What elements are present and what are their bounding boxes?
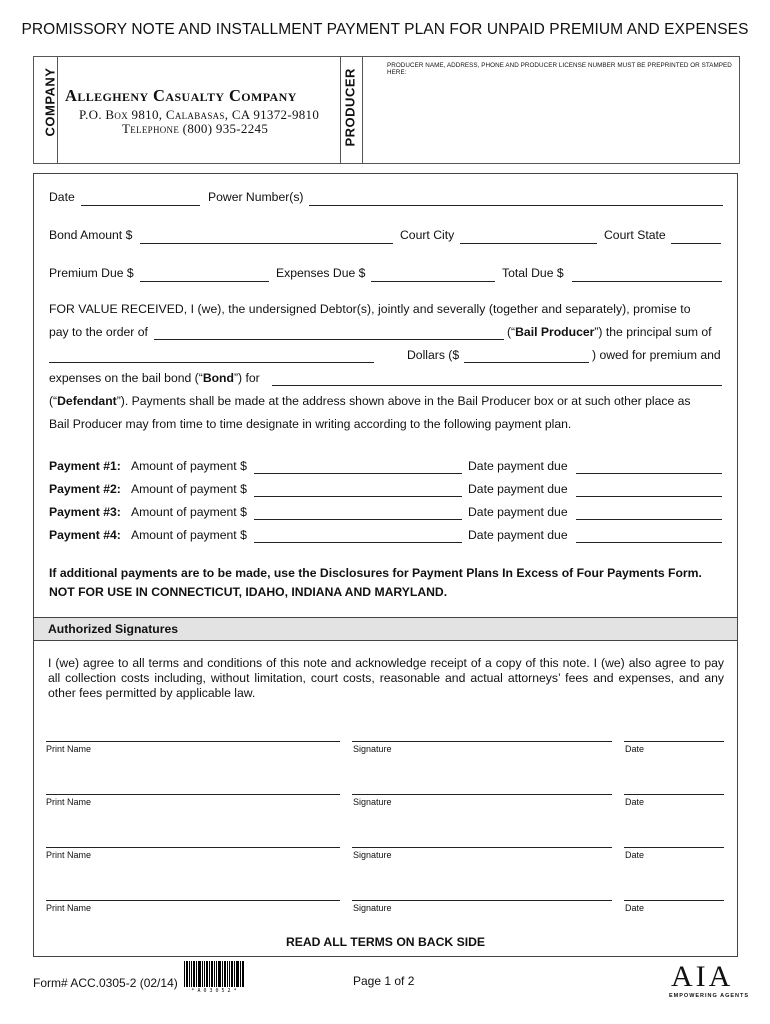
- company-label: COMPANY: [42, 67, 58, 137]
- header-box: [33, 56, 740, 164]
- print-name-label: Print Name: [46, 744, 92, 754]
- page-number: Page 1 of 2: [353, 974, 415, 988]
- court-city-label: Court City: [400, 228, 455, 242]
- premium-due-field[interactable]: [140, 281, 269, 282]
- notice-line-2: NOT FOR USE IN CONNECTICUT, IDAHO, INDIANA AND MARYLAND.: [49, 585, 448, 599]
- company-name: Allegheny Casualty Company: [65, 86, 297, 105]
- barcode: [184, 961, 244, 995]
- date-signed-label: Date: [625, 850, 645, 860]
- signature-label: Signature: [353, 744, 392, 754]
- payment-amount-label: Amount of payment $: [131, 459, 247, 473]
- bond-amount-label: Bond Amount $: [49, 228, 133, 242]
- signature-field[interactable]: [352, 900, 612, 901]
- print-name-field[interactable]: [46, 794, 340, 795]
- body-line-6: Bail Producer may from time to time designate in writing according to the following payment plan.: [49, 417, 572, 431]
- print-name-field[interactable]: [46, 847, 340, 848]
- court-city-field[interactable]: [460, 243, 597, 244]
- read-terms-notice: READ ALL TERMS ON BACK SIDE: [285, 935, 486, 949]
- date-signed-label: Date: [625, 903, 645, 913]
- date-signed-label: Date: [625, 744, 645, 754]
- date-signed-field[interactable]: [624, 847, 724, 848]
- payment-amount-field[interactable]: [254, 542, 462, 543]
- dollars-field[interactable]: [464, 362, 589, 363]
- total-due-label: Total Due $: [502, 266, 564, 280]
- total-due-field[interactable]: [572, 281, 722, 282]
- payment-label: Payment #1:: [49, 459, 121, 473]
- date-signed-field[interactable]: [624, 794, 724, 795]
- signatures-heading-bar: [34, 617, 737, 641]
- barcode-bars: [184, 961, 244, 987]
- payment-due-label: Date payment due: [468, 459, 568, 473]
- aia-logo: AIA: [671, 960, 734, 993]
- aia-tagline: EMPOWERING AGENTS: [669, 993, 750, 999]
- body-line-1: FOR VALUE RECEIVED, I (we), the undersigned Debtor(s), jointly and severally (together and separately), promise to: [49, 302, 691, 316]
- date-signed-field[interactable]: [624, 900, 724, 901]
- defendant-field[interactable]: [272, 385, 722, 386]
- payment-amount-label: Amount of payment $: [131, 505, 247, 519]
- print-name-label: Print Name: [46, 903, 92, 913]
- producer-stamp-area[interactable]: [369, 73, 734, 159]
- agreement-text: I (we) agree to all terms and conditions of this note and acknowledge receipt of a copy of this note. I (we) also agree to pay all collection costs including, without limitation, court costs, reasonable and actual attorneys’ fees and expenses, and any other fees permitted by applicable law.: [48, 656, 724, 700]
- date-signed-label: Date: [625, 797, 645, 807]
- payment-amount-label: Amount of payment $: [131, 528, 247, 542]
- defendant-text: (“Defendant”). Payments shall be made at the address shown above in the Bail Producer box or at such other place as: [49, 394, 691, 408]
- date-label: Date: [49, 190, 75, 204]
- print-name-field[interactable]: [46, 741, 340, 742]
- payment-amount-field[interactable]: [254, 496, 462, 497]
- signature-label: Signature: [353, 850, 392, 860]
- print-name-field[interactable]: [46, 900, 340, 901]
- producer-label: PRODUCER: [342, 68, 358, 147]
- bail-producer-text: (“Bail Producer”) the principal sum of: [507, 325, 712, 339]
- form-number: Form# ACC.0305-2 (02/14): [33, 976, 178, 990]
- expenses-due-field[interactable]: [371, 281, 495, 282]
- pay-order-field[interactable]: [154, 339, 504, 340]
- expenses-due-label: Expenses Due $: [276, 266, 366, 280]
- payment-amount-label: Amount of payment $: [131, 482, 247, 496]
- date-field[interactable]: [81, 205, 200, 206]
- power-number-field[interactable]: [309, 205, 723, 206]
- print-name-label: Print Name: [46, 850, 92, 860]
- court-state-label: Court State: [604, 228, 666, 242]
- signatures-heading: Authorized Signatures: [48, 622, 179, 636]
- pay-order-label: pay to the order of: [49, 325, 148, 339]
- payment-label: Payment #4:: [49, 528, 121, 542]
- signature-field[interactable]: [352, 741, 612, 742]
- premium-due-label: Premium Due $: [49, 266, 134, 280]
- company-address: P.O. Box 9810, Calabasas, CA 91372-9810: [79, 107, 320, 122]
- form-title: PROMISSORY NOTE AND INSTALLMENT PAYMENT PLAN FOR UNPAID PREMIUM AND EXPENSES: [21, 21, 749, 38]
- producer-note: PRODUCER NAME, ADDRESS, PHONE AND PRODUCER LICENSE NUMBER MUST BE PREPRINTED OR STAMPED HERE:: [387, 62, 732, 76]
- signature-label: Signature: [353, 797, 392, 807]
- signature-field[interactable]: [352, 794, 612, 795]
- notice-line-1: If additional payments are to be made, use the Disclosures for Payment Plans In Excess of Four Payments Form.: [49, 566, 702, 580]
- payment-due-field[interactable]: [576, 542, 722, 543]
- company-phone: Telephone (800) 935-2245: [122, 121, 269, 136]
- payment-due-field[interactable]: [576, 519, 722, 520]
- payment-due-field[interactable]: [576, 496, 722, 497]
- payment-due-label: Date payment due: [468, 528, 568, 542]
- payment-due-field[interactable]: [576, 473, 722, 474]
- court-state-field[interactable]: [671, 243, 721, 244]
- payment-amount-field[interactable]: [254, 473, 462, 474]
- print-name-label: Print Name: [46, 797, 92, 807]
- dollars-label: Dollars ($: [407, 348, 460, 362]
- date-signed-field[interactable]: [624, 741, 724, 742]
- bond-amount-field[interactable]: [140, 243, 393, 244]
- payment-label: Payment #2:: [49, 482, 121, 496]
- owed-text: ) owed for premium and: [592, 348, 721, 362]
- payment-amount-field[interactable]: [254, 519, 462, 520]
- payment-label: Payment #3:: [49, 505, 121, 519]
- power-number-label: Power Number(s): [208, 190, 304, 204]
- signature-label: Signature: [353, 903, 392, 913]
- signature-field[interactable]: [352, 847, 612, 848]
- payment-due-label: Date payment due: [468, 505, 568, 519]
- barcode-text: * A 0 3 0 5 2 *: [191, 988, 237, 994]
- bond-text: expenses on the bail bond (“Bond”) for: [49, 371, 260, 385]
- principal-words-field[interactable]: [49, 362, 374, 363]
- main-form-box: [33, 173, 738, 957]
- payment-due-label: Date payment due: [468, 482, 568, 496]
